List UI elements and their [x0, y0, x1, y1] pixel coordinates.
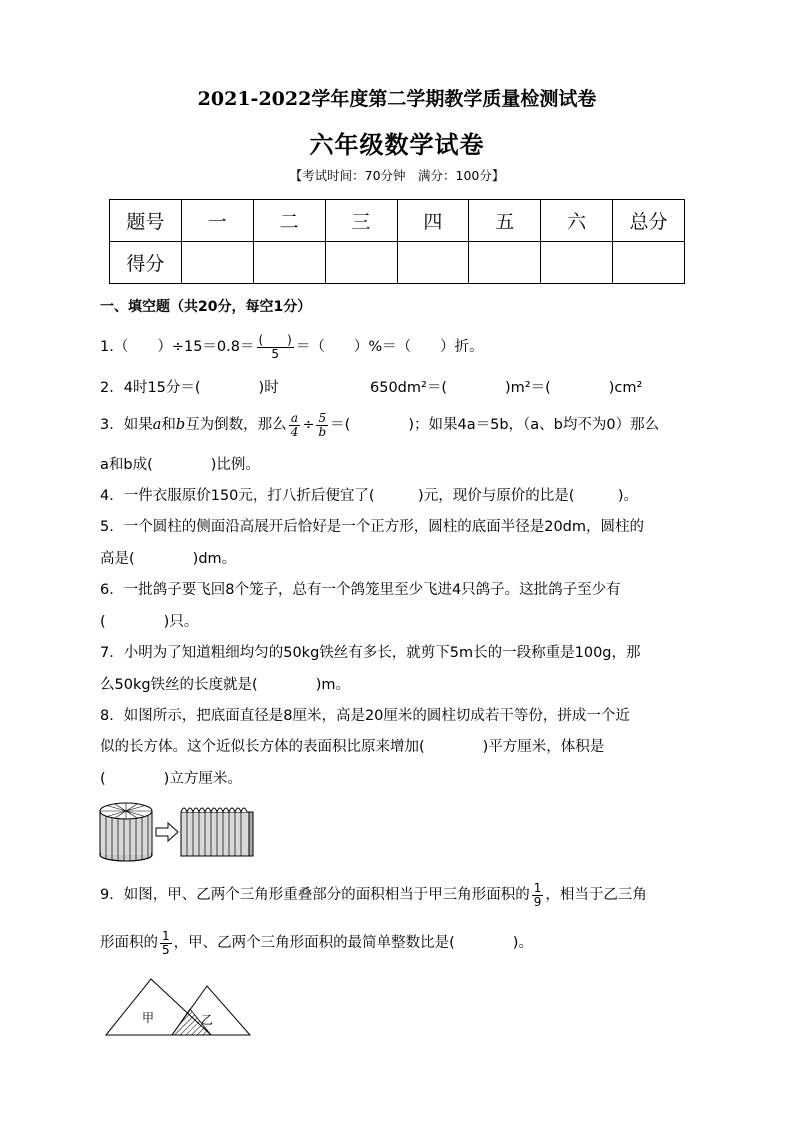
question-3 — [100, 412, 659, 438]
question-5-line2: 高是( )dm。 — [100, 551, 237, 567]
q2-text-b: 650dm²＝( )m²＝( )cm² — [370, 380, 643, 396]
q3-div: ÷ — [302, 417, 315, 434]
label-yi: 乙 — [201, 1013, 214, 1027]
q9-f1-den: 9 — [533, 894, 542, 909]
score-header-cell: 一 — [181, 200, 253, 242]
q3-f1-den: 4 — [290, 424, 299, 439]
q3-var-b: b — [175, 417, 186, 434]
question-6: 6．一批鸽子要飞回8个笼子，总有一个鸽笼里至少飞进4只鸽子。这批鸽子至少有 — [100, 582, 621, 598]
question-7: 7．小明为了知道粗细均匀的50kg铁丝有多长，就剪下5m长的一段称重是100g，那 — [100, 645, 641, 661]
q3-f2-den: b — [318, 424, 327, 439]
q1-text-b: ＝（ ）%＝（ ）折。 — [295, 339, 484, 356]
question-2 — [100, 376, 279, 397]
cylinder-to-cuboid-figure — [98, 798, 258, 864]
score-header-cell: 三 — [325, 200, 397, 242]
score-input-cell[interactable] — [325, 242, 397, 284]
section-heading: 一、填空题（共20分，每空1分） — [100, 299, 312, 315]
score-header-cell: 题号 — [110, 200, 182, 242]
q3-text-c: ＝( )；如果4a＝5b，（a、b均不为0）那么 — [330, 417, 660, 434]
arrow-right-icon — [156, 823, 178, 841]
q9-fraction-1 — [532, 882, 544, 908]
score-table-score-row — [110, 242, 685, 284]
question-4: 4．一件衣服原价150元，打八折后便宜了( )元，现价与原价的比是( )。 — [100, 488, 639, 504]
exam-info: 【考试时间：70分钟 满分：100分】 — [289, 168, 505, 183]
question-7-line2: 么50kg铁丝的长度就是( )m。 — [100, 677, 350, 693]
score-header-cell: 五 — [469, 200, 541, 242]
q3-and: 和 — [161, 417, 176, 434]
q9-text-1a: 9．如图，甲、乙两个三角形重叠部分的面积相当于甲三角形面积的 — [100, 887, 530, 904]
question-8: 8．如图所示，把底面直径是8厘米，高是20厘米的圆柱切成若干等份，拼成一个近 — [100, 708, 630, 724]
q1-frac-num: ( ) — [258, 333, 292, 347]
q2-text-a: 2．4时15分＝( )时 — [100, 380, 279, 396]
question-1 — [100, 334, 484, 360]
score-input-cell[interactable] — [397, 242, 469, 284]
q9-text-2a: 形面积的 — [100, 935, 158, 952]
q9-f2-den: 5 — [162, 942, 170, 957]
score-header-cell: 六 — [541, 200, 613, 242]
score-input-cell[interactable] — [253, 242, 325, 284]
exam-subtitle: 六年级数学试卷 — [309, 130, 485, 159]
question-8-line3: ( )立方厘米。 — [100, 771, 242, 787]
q1-text-a: 1.（ ）÷15＝0.8＝ — [100, 339, 255, 356]
q9-fraction-2 — [160, 930, 172, 956]
q3-text-a: 3．如果 — [100, 417, 153, 434]
q3-f2-num: 5 — [316, 412, 328, 426]
score-table — [109, 199, 685, 284]
score-input-cell[interactable] — [541, 242, 613, 284]
q9-text-1b: ，相当于乙三角 — [545, 887, 647, 904]
overlapping-triangles-figure — [104, 975, 254, 1040]
q3-text-b: 互为倒数，那么 — [185, 417, 287, 434]
question-6-line2: ( )只。 — [100, 614, 199, 630]
question-3-line2: a和b成( )比例。 — [100, 457, 260, 473]
q9-f1-num: 1 — [533, 881, 542, 895]
score-input-cell[interactable] — [181, 242, 253, 284]
question-5: 5．一个圆柱的侧面沿高展开后恰好是一个正方形，圆柱的底面半径是20dm，圆柱的 — [100, 519, 645, 535]
question-9-line2 — [100, 930, 533, 956]
q1-frac-den: 5 — [271, 346, 279, 361]
q9-text-2b: ，甲、乙两个三角形面积的最简单整数比是( )。 — [173, 935, 533, 952]
question-9 — [100, 882, 647, 908]
score-table-header-row — [110, 200, 685, 242]
question-2b — [370, 376, 642, 397]
score-input-cell[interactable] — [613, 242, 685, 284]
q3-fraction-1 — [289, 412, 301, 438]
score-row-label: 得分 — [110, 242, 182, 284]
score-header-cell: 二 — [253, 200, 325, 242]
q9-f2-num: 1 — [162, 929, 170, 943]
score-header-cell: 总分 — [613, 200, 685, 242]
q3-var-a: a — [152, 417, 162, 434]
q3-fraction-2 — [316, 412, 328, 438]
q3-f1-num: a — [289, 412, 301, 426]
question-8-line2: 似的长方体。这个近似长方体的表面积比原来增加( )平方厘米，体积是 — [100, 739, 605, 755]
exam-title: 2021-2022学年度第二学期教学质量检测试卷 — [197, 88, 597, 110]
score-header-cell: 四 — [397, 200, 469, 242]
cylinder-shape — [100, 803, 152, 861]
label-jia: 甲 — [142, 1011, 155, 1025]
q1-fraction — [257, 334, 294, 360]
cuboid-shape — [181, 808, 253, 856]
score-input-cell[interactable] — [469, 242, 541, 284]
